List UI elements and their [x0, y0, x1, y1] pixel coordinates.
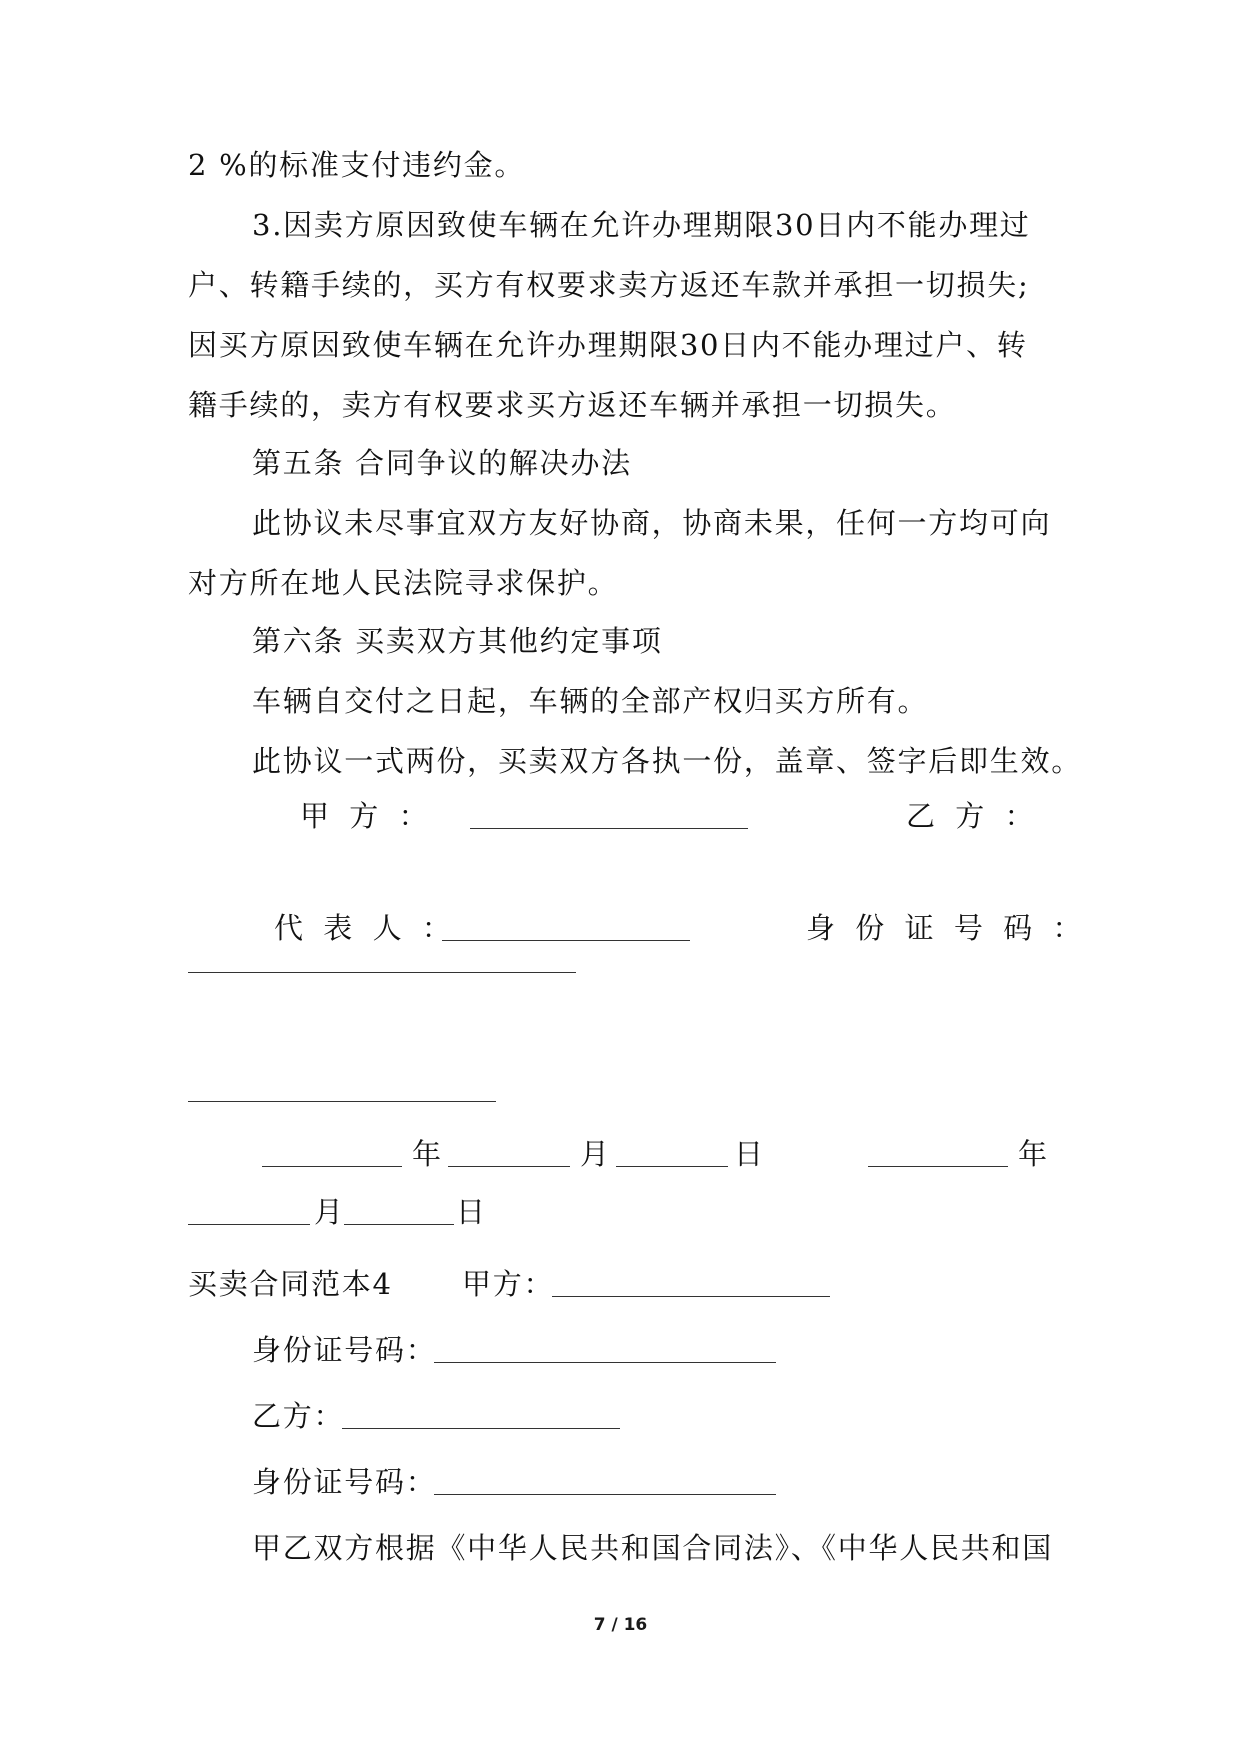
year-blank-a: [262, 1138, 402, 1167]
representative-label: 代表人：: [274, 911, 472, 945]
text-line: 籍手续的，卖方有权要求买方返还车辆并承担一切损失。: [188, 388, 957, 422]
party-b-blank: [342, 1400, 620, 1429]
text-line: 户、转籍手续的，买方有权要求卖方返还车款并承担一切损失;: [188, 268, 1030, 302]
party-b-label: 乙方：: [252, 1399, 345, 1433]
id-number-label: 身份证号码：: [806, 911, 1102, 945]
year-label: 年: [412, 1137, 443, 1171]
text-line: 2 %的标准支付违约金。: [188, 148, 526, 182]
article-heading: 第五条 合同争议的解决办法: [252, 446, 632, 480]
day-blank-a: [616, 1138, 728, 1167]
text-line: 此协议一式两份，买卖双方各执一份，盖章、签字后即生效。: [252, 744, 1082, 778]
text-line: 对方所在地人民法院寻求保护。: [188, 566, 619, 600]
party-b-label: 乙方：: [906, 799, 1054, 833]
party-b-blank: [188, 944, 576, 973]
representative-blank: [442, 912, 690, 941]
year-blank-b: [868, 1138, 1008, 1167]
text-line: 3.因卖方原因致使车辆在允许办理期限30日内不能办理过: [252, 208, 1031, 242]
article-heading: 第六条 买卖双方其他约定事项: [252, 624, 663, 658]
id-number-label: 身份证号码：: [252, 1333, 437, 1367]
month-label: 月: [580, 1137, 611, 1171]
day-blank-b: [344, 1196, 454, 1225]
id-number-blank: [434, 1334, 776, 1363]
party-a-blank: [470, 800, 748, 829]
day-label: 日: [734, 1137, 765, 1171]
text-line: 甲乙双方根据《中华人民共和国合同法》、《中华人民共和国: [252, 1531, 1053, 1565]
day-label: 日: [456, 1195, 487, 1229]
text-line: 此协议未尽事宜双方友好协商，协商未果，任何一方均可向: [252, 506, 1052, 540]
text-line: 因买方原因致使车辆在允许办理期限30日内不能办理过户、转: [188, 328, 1028, 362]
page-number: 7 / 16: [593, 1615, 648, 1635]
month-label: 月: [314, 1195, 345, 1229]
id-number-blank: [188, 1073, 496, 1102]
party-a-label: 甲方：: [462, 1267, 555, 1301]
id-number-label: 身份证号码：: [252, 1465, 437, 1499]
party-a-label: 甲方：: [300, 799, 448, 833]
section-heading: 买卖合同范本4: [188, 1267, 393, 1301]
text-line: 车辆自交付之日起，车辆的全部产权归买方所有。: [252, 684, 929, 718]
party-a-blank: [552, 1268, 830, 1297]
month-blank-b: [188, 1196, 310, 1225]
id-number-blank: [434, 1466, 776, 1495]
month-blank-a: [448, 1138, 570, 1167]
year-label: 年: [1018, 1137, 1049, 1171]
